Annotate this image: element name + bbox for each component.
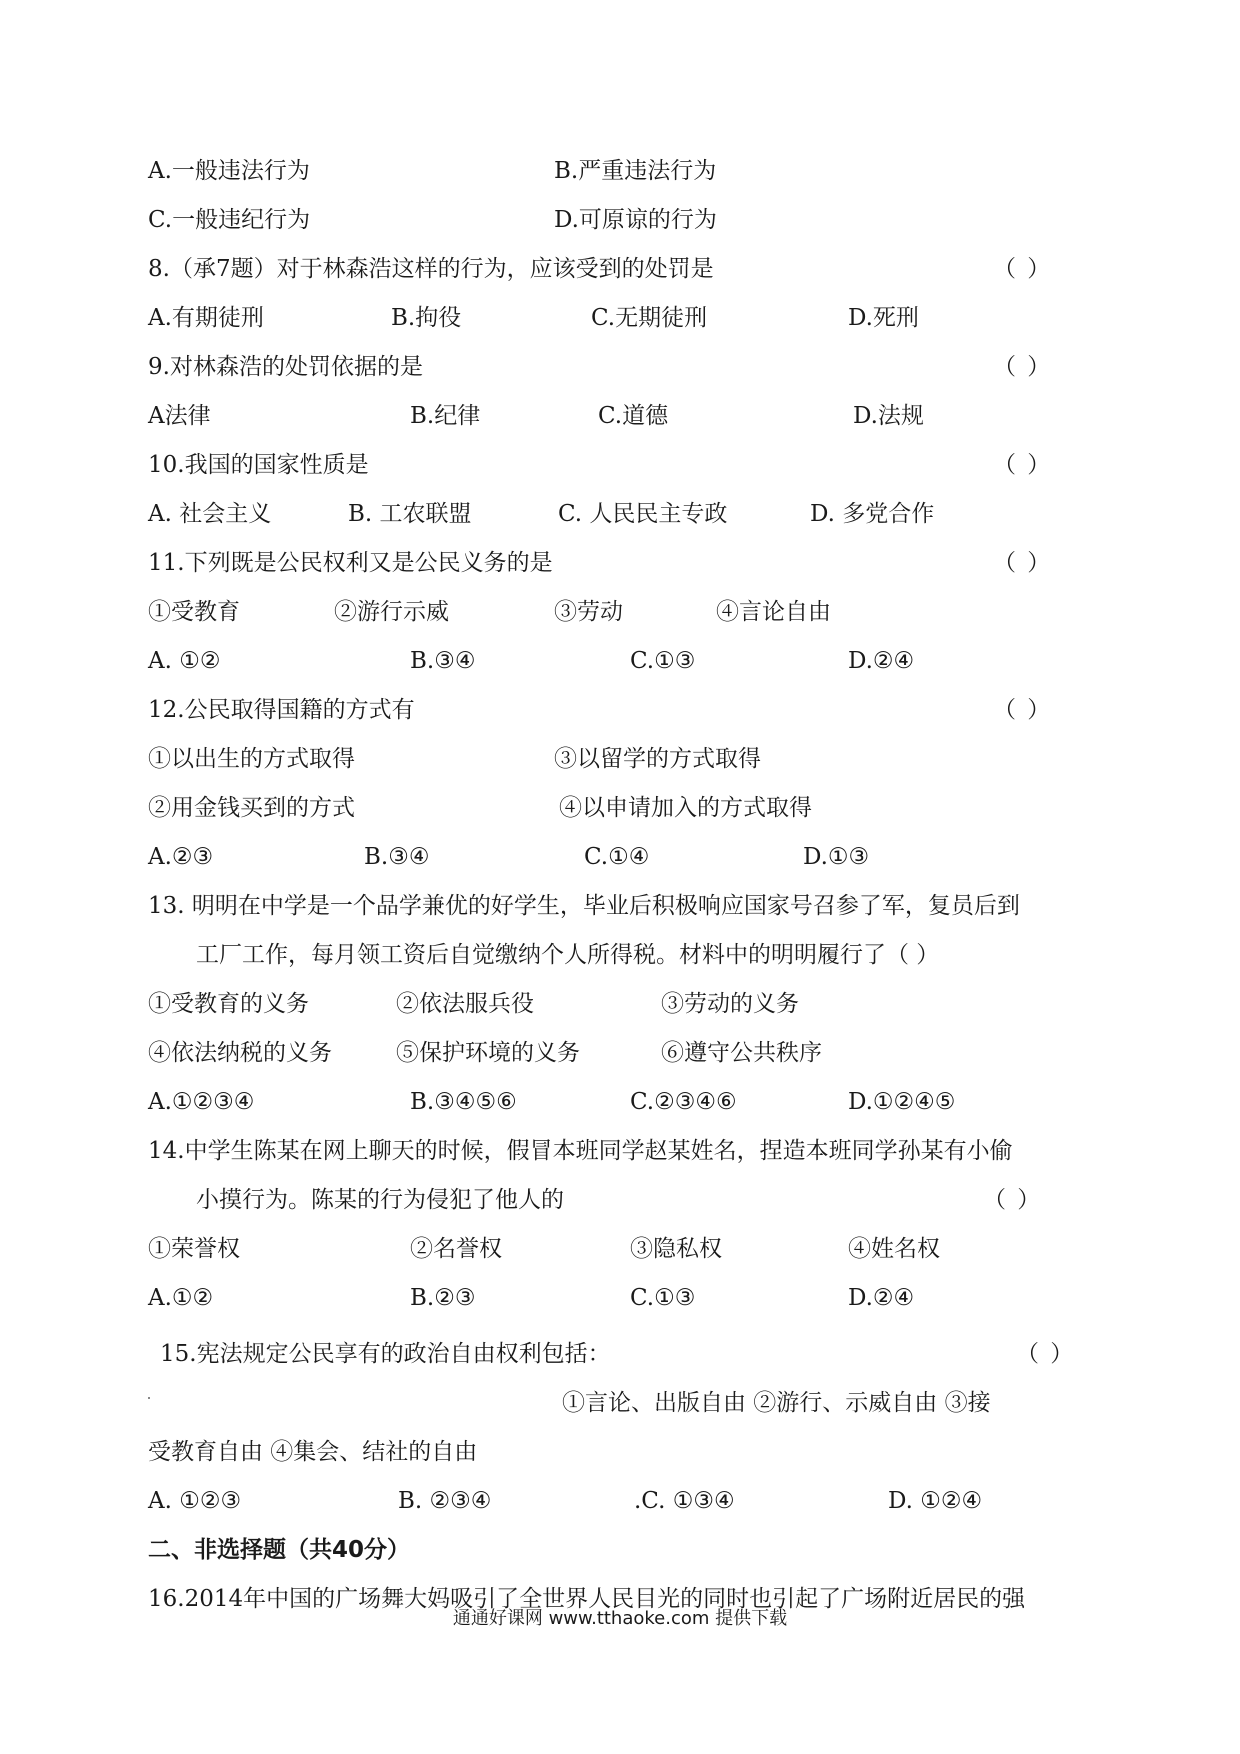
q15-statements-continued: 受教育自由 ④集会、结社的自由 [148,1439,478,1465]
q10-option-b: B. 工农联盟 [348,501,472,527]
q14-option-d: D.②④ [848,1285,915,1311]
q12-option-a: A.②③ [148,844,214,870]
q10-options [148,494,1108,534]
q13-statement-2: ②依法服兵役 [396,991,534,1017]
q9-answer-paren: （ ） [993,354,1053,380]
q15-answer-paren: （ ） [1016,1341,1076,1367]
q13-statements-row-1 [148,984,1108,1024]
q14-answer-paren: （ ） [983,1187,1043,1213]
q15-statements-continued-line [148,1432,1108,1472]
q10-option-d: D. 多党合作 [810,501,935,527]
q14-stem-line-1 [148,1131,1108,1171]
q11-stem: 11.下列既是公民权利又是公民义务的是 [148,550,553,576]
q10-stem-line [148,445,1108,485]
q10-option-c: C. 人民民主专政 [558,501,728,527]
q15-options [148,1481,1108,1521]
q7-option-a: A.一般违法行为 [148,158,310,184]
q13-stem-line-1 [148,886,1108,926]
q8-options [148,298,1108,338]
q14-statement-4: ④姓名权 [848,1236,940,1262]
q7-options-row-1 [148,151,1108,191]
q9-option-a: A法律 [148,403,211,429]
q14-statements [148,1229,1108,1269]
q14-statement-2: ②名誉权 [410,1236,502,1262]
q8-option-a: A.有期徒刑 [148,305,264,331]
q15-statements-line [148,1383,1108,1423]
q11-option-d: D.②④ [848,648,915,674]
q16-stem: 16.2014年中国的广场舞大妈吸引了全世界人民目光的同时也引起了广场附近居民的强 [148,1586,1026,1612]
q13-option-d: D.①②④⑤ [848,1089,956,1115]
q8-stem: 8.（承7题）对于林森浩这样的行为，应该受到的处罚是 [148,256,714,282]
section-title: 二、非选择题（共40分） [148,1537,411,1563]
q13-statements-row-2 [148,1033,1108,1073]
section-heading [148,1530,1108,1570]
q15-option-c: .C. ①③④ [634,1488,735,1514]
q14-stem-1: 14.中学生陈某在网上聊天的时候，假冒本班同学赵某姓名，捏造本班同学孙某有小偷 [148,1138,1013,1164]
footer-watermark: 通通好课网 www.tthaoke.com 提供下载 [452,1608,788,1629]
q14-option-b: B.②③ [410,1285,476,1311]
q12-statements-row-2 [148,788,1108,828]
q12-statement-4: ④以申请加入的方式取得 [559,795,812,821]
q15-statements: ①言论、出版自由 ②游行、示威自由 ③接 [562,1390,991,1416]
q14-stem-2: 小摸行为。陈某的行为侵犯了他人的 [196,1187,564,1213]
q8-option-d: D.死刑 [848,305,919,331]
q13-option-c: C.②③④⑥ [630,1089,737,1115]
q11-statement-3: ③劳动 [554,599,623,625]
q9-option-d: D.法规 [853,403,924,429]
q7-option-d: D.可原谅的行为 [554,207,717,233]
q13-statement-6: ⑥遵守公共秩序 [661,1040,822,1066]
q10-stem: 10.我国的国家性质是 [148,452,369,478]
q12-stem-line [148,690,1108,730]
q12-statement-3: ③以留学的方式取得 [554,746,761,772]
q11-statements [148,592,1108,632]
q13-statement-1: ①受教育的义务 [148,991,309,1017]
q11-options [148,641,1108,681]
q13-stem-2: 工厂工作，每月领工资后自觉缴纳个人所得税。材料中的明明履行了（ ） [196,942,940,968]
q11-option-b: B.③④ [410,648,476,674]
q8-option-c: C.无期徒刑 [591,305,708,331]
q8-stem-line [148,249,1108,289]
q11-statement-2: ②游行示威 [334,599,449,625]
q8-answer-paren: （ ） [993,256,1053,282]
q13-statement-5: ⑤保护环境的义务 [396,1040,580,1066]
q12-stem: 12.公民取得国籍的方式有 [148,697,415,723]
q11-stem-line [148,543,1108,583]
q14-stem-line-2 [148,1180,1108,1220]
q9-stem: 9.对林森浩的处罚依据的是 [148,354,423,380]
q15-stem: 15.宪法规定公民享有的政治自由权利包括： [160,1341,611,1367]
q12-option-c: C.①④ [584,844,650,870]
q11-option-c: C.①③ [630,648,696,674]
q13-option-b: B.③④⑤⑥ [410,1089,517,1115]
q13-options [148,1082,1108,1122]
q11-option-a: A. ①② [148,648,221,674]
q14-option-a: A.①② [148,1285,214,1311]
q9-options [148,396,1108,436]
q13-stem-line-2 [148,935,1108,975]
q13-option-a: A.①②③④ [148,1089,255,1115]
q7-options-row-2 [148,200,1108,240]
q12-options [148,837,1108,877]
q10-answer-paren: （ ） [993,452,1053,478]
q14-option-c: C.①③ [630,1285,696,1311]
q11-statement-1: ①受教育 [148,599,240,625]
q13-statement-3: ③劳动的义务 [661,991,799,1017]
q12-statement-1: ①以出生的方式取得 [148,746,355,772]
q7-option-c: C.一般违纪行为 [148,207,311,233]
q12-option-b: B.③④ [364,844,430,870]
q12-statements-row-1 [148,739,1108,779]
q13-stem-1: 13. 明明在中学是一个品学兼优的好学生，毕业后积极响应国家号召参了军，复员后到 [148,893,1020,919]
q15-stem-line [148,1334,1108,1374]
q14-options [148,1278,1108,1318]
q14-statement-1: ①荣誉权 [148,1236,240,1262]
q11-statement-4: ④言论自由 [716,599,831,625]
q15-option-b: B. ②③④ [398,1488,492,1514]
q15-option-a: A. ①②③ [148,1488,242,1514]
q12-answer-paren: （ ） [993,697,1053,723]
q9-option-c: C.道德 [598,403,669,429]
q12-option-d: D.①③ [803,844,870,870]
q12-statement-2: ②用金钱买到的方式 [148,795,355,821]
q7-option-b: B.严重违法行为 [554,158,717,184]
q14-statement-3: ③隐私权 [630,1236,722,1262]
q15-option-d: D. ①②④ [888,1488,983,1514]
q11-answer-paren: （ ） [993,550,1053,576]
q13-statement-4: ④依法纳税的义务 [148,1040,332,1066]
q8-option-b: B.拘役 [391,305,462,331]
q9-stem-line [148,347,1108,387]
q9-option-b: B.纪律 [410,403,481,429]
q10-option-a: A. 社会主义 [148,501,272,527]
